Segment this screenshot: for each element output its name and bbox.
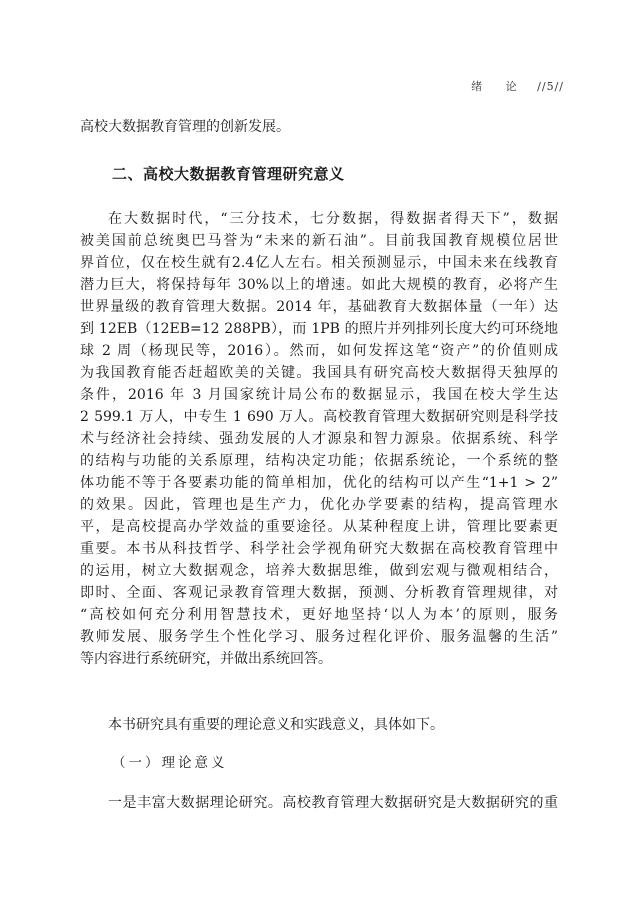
body-line: 的运用，树立大数据观念，培养大数据思维，做到宏观与微观相结合， [80,563,558,579]
body-line: 在大数据时代，“三分技术，七分数据，得数据者得天下”，数据 [108,211,558,227]
body-line: 等内容进行系统研究，并做出系统回答。 [80,651,332,667]
body-line: 一是丰富大数据理论研究。高校教育管理大数据研究是大数据研究的重 [108,795,558,811]
body-line: 重要。本书从科技哲学、科学社会学视角研究大数据在高校教育管理中 [80,541,558,557]
body-line: 界首位，仅在校生就有2.4亿人左右。相关预测显示，中国未来在线教育 [80,255,558,271]
section-heading: 二、高校大数据教育管理研究意义 [112,165,345,183]
paragraph-main [80,208,558,670]
paragraph-intro [80,714,558,736]
body-line: 世界量级的教育管理大数据。2014 年，基础教育大数据体量（一年）达 [80,299,558,315]
body-line: 的效果。因此，管理也是生产力，优化办学要素的结构，提高管理水 [80,497,558,513]
body-line: 即时、全面、客观记录教育管理大数据，预测、分析教育管理规律，对 [80,585,558,601]
body-line: 的结构与功能的关系原理，结构决定功能；依据系统论，一个系统的整 [80,453,558,469]
body-line: 术与经济社会持续、强劲发展的人才源泉和智力源泉。依据系统、科学 [80,431,558,447]
running-header [471,78,564,94]
body-line: 2 599.1 万人，中专生 1 690 万人。高校教育管理大数据研究则是科学技 [80,409,558,425]
body-line: 本书研究具有重要的理论意义和实践意义，具体如下。 [108,717,444,733]
body-line: 到 12EB（12EB=12 288PB），而 1PB 的照片并列排列长度大约可环绕地 [80,321,558,337]
body-line: 高校大数据教育管理的创新发展。 [80,119,290,135]
body-line: 被美国前总统奥巴马誉为“未来的新石油”。目前我国教育规模位居世 [80,233,558,249]
body-line: 条件，2016 年 3 月国家统计局公布的数据显示，我国在校大学生达 [80,387,558,403]
top-line-block [80,116,558,138]
paragraph-theory [80,792,558,814]
body-line: 潜力巨大，将保持每年 30%以上的增速。如此大规模的教育，必将产生 [80,277,558,293]
header-page-number: //5// [537,80,564,93]
body-line: 为我国教育能否赶超欧美的关键。我国具有研究高校大数据得天独厚的 [80,365,558,381]
body-line: 教师发展、服务学生个性化学习、服务过程化评价、服务温馨的生活” [80,629,558,645]
subsection-heading: （一）理论意义 [112,755,228,771]
body-line: “高校如何充分利用智慧技术，更好地坚持‘以人为本’的原则，服务 [80,607,558,623]
header-chapter-title: 绪 论 [471,80,527,93]
body-line: 球 2 周（杨现民等，2016）。然而，如何发挥这笔“资产”的价值则成 [80,343,558,359]
body-line: 体功能不等于各要素功能的简单相加，优化的结构可以产生“1+1 > 2” [80,475,558,491]
body-line: 平，是高校提高办学效益的重要途径。从某种程度上讲，管理比要素更 [80,519,558,535]
